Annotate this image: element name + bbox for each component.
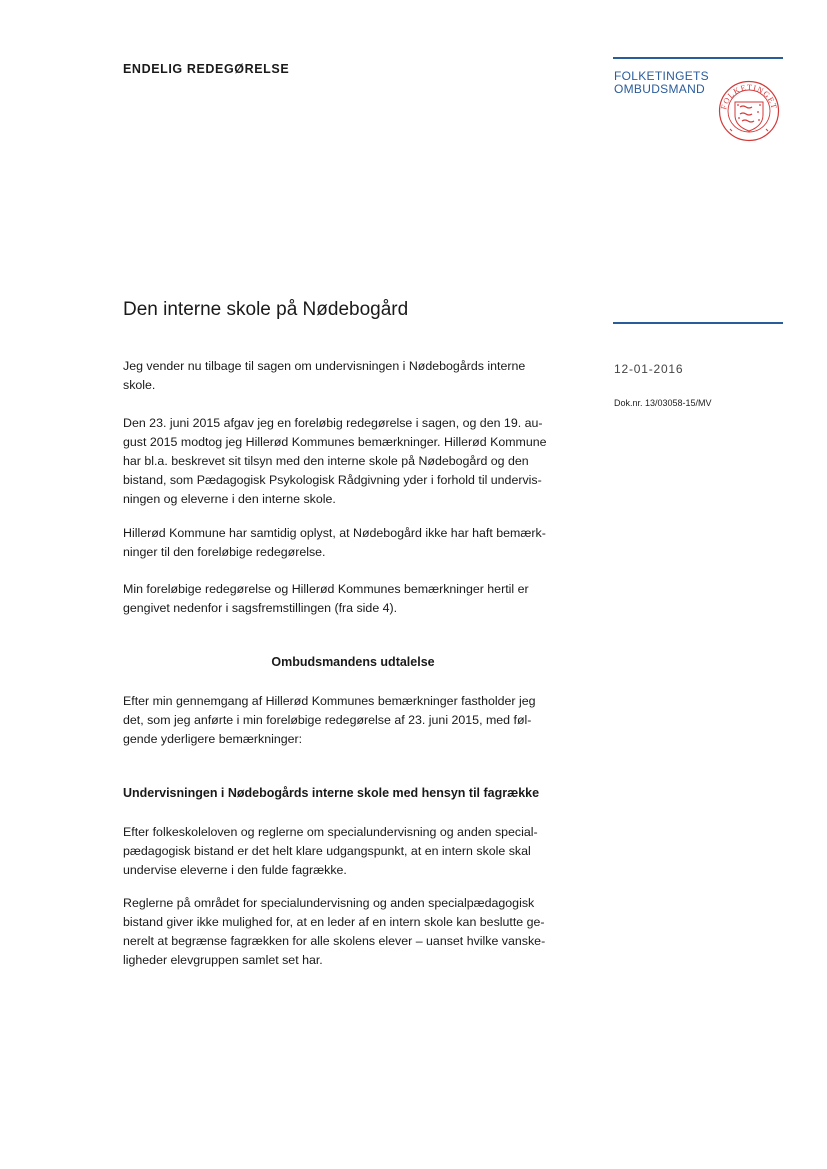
document-date: 12-01-2016 <box>614 362 684 376</box>
paragraph-line: ningen og eleverne i den interne skole. <box>123 492 336 506</box>
paragraph-line: undervise eleverne i den fulde fagrække. <box>123 863 347 877</box>
paragraph-line: ninger til den foreløbige redegørelse. <box>123 545 326 559</box>
paragraph-line: Reglerne på området for specialundervisning og anden specialpædagogisk <box>123 896 535 910</box>
paragraph-line: Hillerød Kommune har samtidig oplyst, at Nødebogård ikke har haft bemærk- <box>123 526 546 540</box>
paragraph-line: har bl.a. beskrevet sit tilsyn med den interne skole på Nødebogård og den <box>123 454 529 468</box>
paragraph-line: gust 2015 modtog jeg Hillerød Kommunes bemærkninger. Hillerød Kommune <box>123 435 547 449</box>
paragraph-line: gengivet nedenfor i sagsfremstillingen (fra side 4). <box>123 601 398 615</box>
paragraph-line: pædagogisk bistand er det helt klare udgangspunkt, at en intern skole skal <box>123 844 531 858</box>
organization-name-line-2: OMBUDSMAND <box>614 82 706 96</box>
paragraph-line: bistand giver ikke mulighed for, at en leder af en intern skole kan beslutte ge- <box>123 915 545 929</box>
organization-name-line-1: FOLKETINGETS <box>614 69 709 83</box>
paragraph-line: gende yderligere bemærkninger: <box>123 732 303 746</box>
paragraph-line: nerelt at begrænse fagrækken for alle skolens elever – uanset hvilke vanske- <box>123 934 546 948</box>
section-paragraph <box>123 692 585 749</box>
svg-text:FOLKETINGET: FOLKETINGET <box>719 82 779 111</box>
document-type-label: ENDELIG REDEGØRELSE <box>123 62 290 76</box>
subsection-paragraph-1 <box>123 823 585 880</box>
paragraph-line: ligheder elevgruppen samlet set har. <box>123 953 323 967</box>
paragraph-line: det, som jeg anførte i min foreløbige redegørelse af 23. juni 2015, med føl- <box>123 713 532 727</box>
section-heading: Ombudsmandens udtalelse <box>271 655 435 669</box>
subsection-heading: Undervisningen i Nødebogårds interne skole med hensyn til fagrække <box>123 786 540 800</box>
header-rule <box>613 57 783 59</box>
document-number: Dok.nr. 13/03058-15/MV <box>614 398 712 408</box>
organization-name <box>614 70 709 96</box>
paragraph-line: bistand, som Pædagogisk Psykologisk Rådgivning yder i forhold til undervis- <box>123 473 542 487</box>
paragraph-line: Den 23. juni 2015 afgav jeg en foreløbig redegørelse i sagen, og den 19. au- <box>123 416 543 430</box>
document-title: Den interne skole på Nødebogård <box>123 299 409 320</box>
paragraph-line: skole. <box>123 378 156 392</box>
title-rule <box>613 322 783 324</box>
paragraph-line: Jeg vender nu tilbage til sagen om undervisningen i Nødebogårds interne <box>123 359 526 373</box>
subsection-paragraph-2 <box>123 894 585 970</box>
paragraph-4 <box>123 580 585 618</box>
paragraph-line: Efter folkeskoleloven og reglerne om specialundervisning og anden special- <box>123 825 538 839</box>
paragraph-1 <box>123 357 585 395</box>
paragraph-2 <box>123 414 585 509</box>
paragraph-line: Efter min gennemgang af Hillerød Kommunes bemærkninger fastholder jeg <box>123 694 536 708</box>
parliament-seal-icon <box>718 80 780 142</box>
paragraph-3 <box>123 524 585 562</box>
paragraph-line: Min foreløbige redegørelse og Hillerød Kommunes bemærkninger hertil er <box>123 582 529 596</box>
